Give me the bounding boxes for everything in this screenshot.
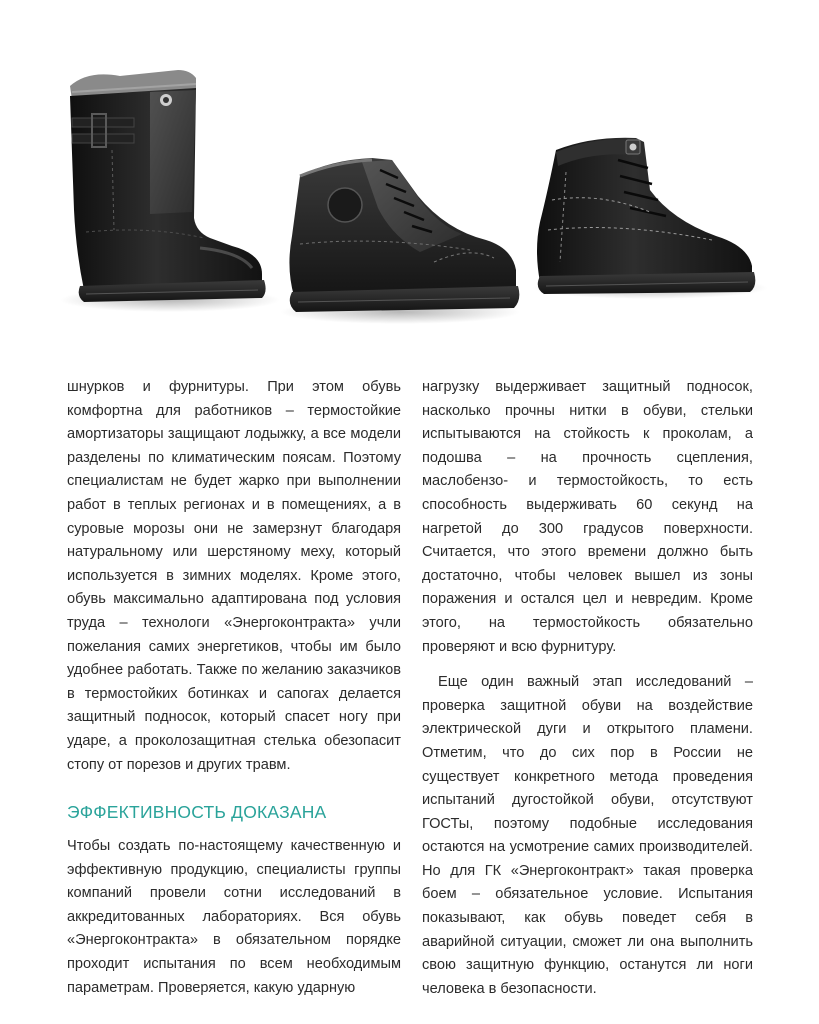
paragraph-left-intro: шнурков и фурнитуры. При этом обувь комфортна для работников – термостойкие амортизаторы защищают лодыжку, а все модели разделены по климатическим поясам. Поэтому специалистам не будет жарко при выполнении работ в теплых регионах и в помещениях, а в суровые морозы они не замерзнут благодаря натуральному или шерстяному меху, который используется в зимних моделях. Кроме этого, обувь максимально адаптирована под условия труда – технологи «Энергоконтракта» учли пожелания самих энергетиков, чтобы им было удобнее работать. Также по желанию заказчиков в термостойких ботинках и сапогах делается защитный подносок, который спасет ногу при ударе, а проколозащитная стелька обезопасит стопу от порезов и других травм.: [67, 379, 401, 773]
right-column: [422, 376, 753, 1001]
paragraph-right-continued: нагрузку выдерживает защитный подносок, насколько прочны нитки в обуви, стельки испытываются на стойкость к проколам, а подошва – на прочность сцепления, маслобензо- и термостойкость, то есть способность выдерживать 60 секунд на нагретой до 300 градусов поверхности. Считается, что этого времени должно быть достаточно, чтобы человек вышел из зоны поражения и остался цел и невредим. Кроме этого, на термостойкость обязательно проверяют и всю фурнитуру.: [422, 379, 753, 655]
low-laceup-boot: [280, 158, 520, 324]
section-heading: ЭФФЕКТИВНОСТЬ ДОКАЗАНА: [67, 802, 327, 823]
paragraph-left-section: Чтобы создать по-настоящему качественную и эффективную продукцию, специалисты группы компаний провели сотни исследований в аккредитованных лабораториях. Вся обувь «Энергоконтракта» в обязательном порядке проходит испытания по всем необходимым параметрам. Проверяется, какую ударную: [67, 838, 401, 996]
boots-illustration: [0, 0, 819, 360]
paragraph-right-second: Еще один важный этап исследований – проверка защитной обуви на воздействие электрической дуги и открытого пламени. Отметим, что до сих пор в России не существует конкретного метода проведения испытаний дугостойкой обуви, отсутствуют ГОСТы, поэтому подобные исследования остаются на усмотрение самих производителей. Но для ГК «Энергоконтракт» такая проверка боем – обязательное условие. Испытания показывают, как обувь поведет себя в аварийной ситуации, сможет ли она выполнить свою защитную функцию, останутся ли ноги человека в безопасности.: [422, 674, 753, 997]
high-winter-boot: [60, 70, 280, 312]
boots-photo: [0, 0, 819, 360]
left-column: [67, 376, 401, 1000]
high-laceup-boot: [532, 138, 768, 299]
